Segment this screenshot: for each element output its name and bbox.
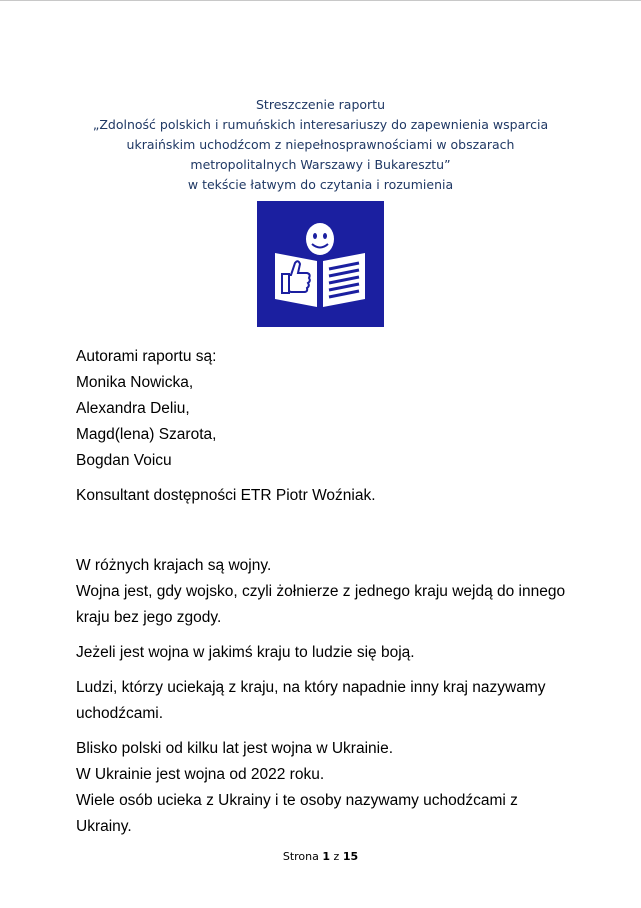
page-number-footer bbox=[0, 850, 641, 863]
footer-sep: z bbox=[333, 850, 340, 863]
paragraph-line: Ukrainy. bbox=[76, 818, 132, 835]
title-line-2: „Zdolność polskich i rumuńskich interesariuszy do zapewnienia wsparcia bbox=[92, 117, 549, 132]
easy-to-read-logo-icon bbox=[257, 201, 384, 327]
paragraph-ukraine bbox=[76, 736, 596, 840]
title-line-3: ukraińskim uchodźcom z niepełnosprawnościami w obszarach bbox=[126, 137, 515, 152]
title-line-1: Streszczenie raportu bbox=[256, 97, 385, 112]
consultant-line: Konsultant dostępności ETR Piotr Woźniak. bbox=[76, 487, 376, 504]
author-name: Alexandra Deliu, bbox=[76, 400, 190, 417]
author-name: Monika Nowicka, bbox=[76, 374, 194, 391]
title-line-4: metropolitalnych Warszawy i Bukaresztu” bbox=[190, 157, 451, 172]
paragraph-wars bbox=[76, 553, 596, 631]
paragraph-line: Wojna jest, gdy wojsko, czyli żołnierze z jednego kraju wejdą do innego bbox=[76, 583, 566, 600]
paragraph-line: W Ukrainie jest wojna od 2022 roku. bbox=[76, 766, 325, 783]
paragraph-line: Ludzi, którzy uciekają z kraju, na który napadnie inny kraj nazywamy bbox=[76, 679, 546, 696]
document-body bbox=[76, 344, 596, 840]
paragraph-line: Blisko polski od kilku lat jest wojna w Ukrainie. bbox=[76, 740, 394, 757]
current-page: 1 bbox=[322, 850, 331, 863]
paragraph-line: Jeżeli jest wojna w jakimś kraju to ludzie się boją. bbox=[76, 644, 415, 661]
paragraph-refugees bbox=[76, 675, 596, 727]
paragraph-line: kraju bez jego zgody. bbox=[76, 609, 222, 626]
paragraph-line: uchodźcami. bbox=[76, 705, 164, 722]
paragraph-line: Wiele osób ucieka z Ukrainy i te osoby nazywamy uchodźcami z bbox=[76, 792, 518, 809]
author-name: Bogdan Voicu bbox=[76, 452, 172, 469]
paragraph-fear bbox=[76, 640, 596, 666]
total-pages: 15 bbox=[342, 850, 359, 863]
authors-intro: Autorami raportu są: bbox=[76, 348, 217, 365]
title-line-5: w tekście łatwym do czytania i rozumienia bbox=[187, 177, 454, 192]
report-title bbox=[60, 95, 581, 195]
paragraph-line: W różnych krajach są wojny. bbox=[76, 557, 272, 574]
footer-prefix: Strona bbox=[282, 850, 319, 863]
author-name: Magd(lena) Szarota, bbox=[76, 426, 217, 443]
page-top-border bbox=[0, 0, 641, 1]
